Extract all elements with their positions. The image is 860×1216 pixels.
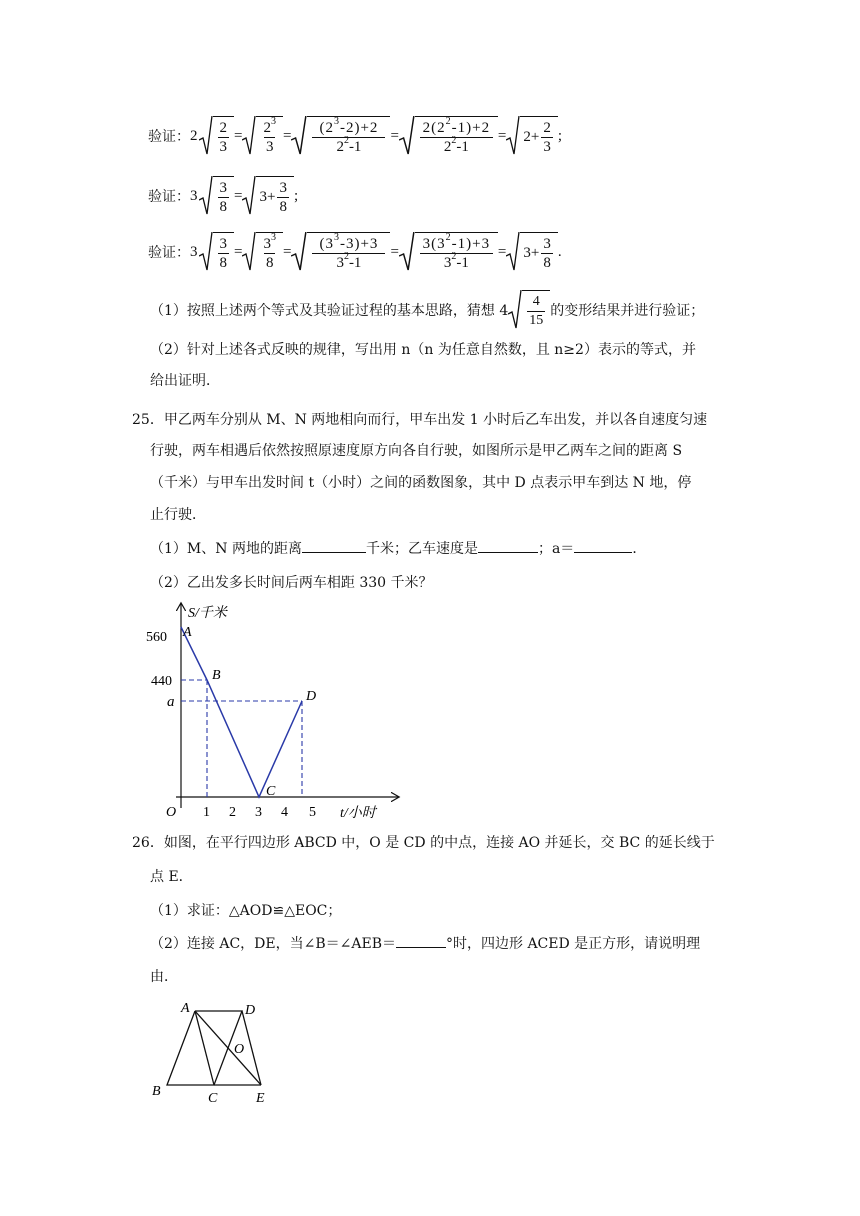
vertex-d-label: D [245, 1003, 256, 1018]
q24-part1: （1）按照上述两个等式及其验证过程的基本思路，猜想 4 $\frac{4}{15}$ 的变形结果并进行验证； [150, 288, 704, 332]
tick-label-4: 4 [281, 805, 288, 820]
vertex-o-label: O [234, 1042, 245, 1057]
q25-line2: 行驶，两车相遇后依然按照原速度原方向各自行驶，如图所示是甲乙两车之间的距离 S [150, 443, 683, 459]
tick-label-5: 5 [309, 805, 316, 820]
vertex-b-label: B [152, 1084, 161, 1099]
verification-equation-3: 验证： 3 $\frac{3}{8}$ = $\frac{3^3}{8}$ = $\frac{(3^3-3)+3}{3^2-1}$ = $\frac{3(3^2-1)+3}{3^2-1}$ = 3+ $\frac{3}{8}$ . [148, 232, 562, 271]
q25-line3: （千米）与甲车出发时间 t（小时）之间的函数图象，其中 D 点表示甲车到达 N 地，停 [150, 475, 692, 491]
tick-label-3: 3 [255, 805, 262, 820]
answer-blank[interactable] [478, 538, 538, 553]
y-axis-label: S/千米 [188, 606, 227, 621]
radical: $\frac{2}{3}$ [199, 116, 235, 156]
q26-part2: （2）连接 AC，DE，当∠B＝∠AEB＝ °时，四边形 ACED 是正方形，请说明理 [150, 933, 700, 955]
q26-line2: 点 E． [150, 869, 193, 885]
q26-part2-line2: 由． [150, 969, 178, 985]
q26-line1: 26．如图，在平行四边形 ABCD 中，O 是 CD 的中点，连接 AO 并延长，交 BC 的延长线于 [132, 835, 715, 851]
verification-equation-2: 验证： 3 $\frac{3}{8}$ = 3+ $\frac{3}{8}$ ; [148, 172, 298, 220]
tick-label-1: 1 [203, 805, 210, 820]
answer-blank[interactable] [396, 933, 446, 948]
verify-label: 验证： [148, 129, 190, 145]
point-d-label: D [306, 689, 317, 704]
point-b-label: B [212, 668, 221, 683]
q24-part2-line2: 给出证明． [150, 373, 220, 389]
q24-part2-line1: （2）针对上述各式反映的规律，写出用 n（n 为任意自然数，且 n≥2）表示的等式，并 [150, 342, 696, 358]
parallelogram-figure [140, 995, 280, 1110]
q25-line4: 止行驶． [150, 507, 206, 523]
vertex-a-label: A [181, 1001, 190, 1016]
vertex-c-label: C [208, 1091, 218, 1106]
point-c-label: C [266, 784, 276, 799]
q25-part2: （2）乙出发多长时间后两车相距 330 千米？ [150, 575, 433, 591]
distance-time-graph [140, 598, 420, 830]
distance-line [181, 627, 302, 797]
answer-blank[interactable] [574, 538, 632, 553]
q26-part1: （1）求证：△AOD≌△EOC； [150, 903, 342, 919]
point-a-label: A [183, 625, 192, 640]
tick-label-2: 2 [229, 805, 236, 820]
tick-label-560: 560 [146, 630, 167, 645]
tick-label-440: 440 [151, 674, 172, 689]
x-axis-label: t/小时 [340, 806, 376, 821]
origin-label: O [166, 805, 177, 820]
verification-equation-1: 验证： 2 $\frac{2}{3}$ = $\frac{2^3}{3}$ = $\frac{(2^3-2)+2}{2^2-1}$ = $\frac{2(2^2-1)+2}{2^2-1}$ = 2+ $\frac{2}{3}$ ; [148, 116, 563, 155]
q25-line1: 25．甲乙两车分别从 M、N 两地相向而行，甲车出发 1 小时后乙车出发，并以各自速度匀速 [132, 412, 708, 428]
tick-label-a: a [167, 694, 175, 710]
q25-part1: （1）M、N 两地的距离 千米；乙车速度是 ；a＝ ． [150, 538, 646, 560]
vertex-e-label: E [256, 1091, 265, 1106]
answer-blank[interactable] [302, 538, 366, 553]
